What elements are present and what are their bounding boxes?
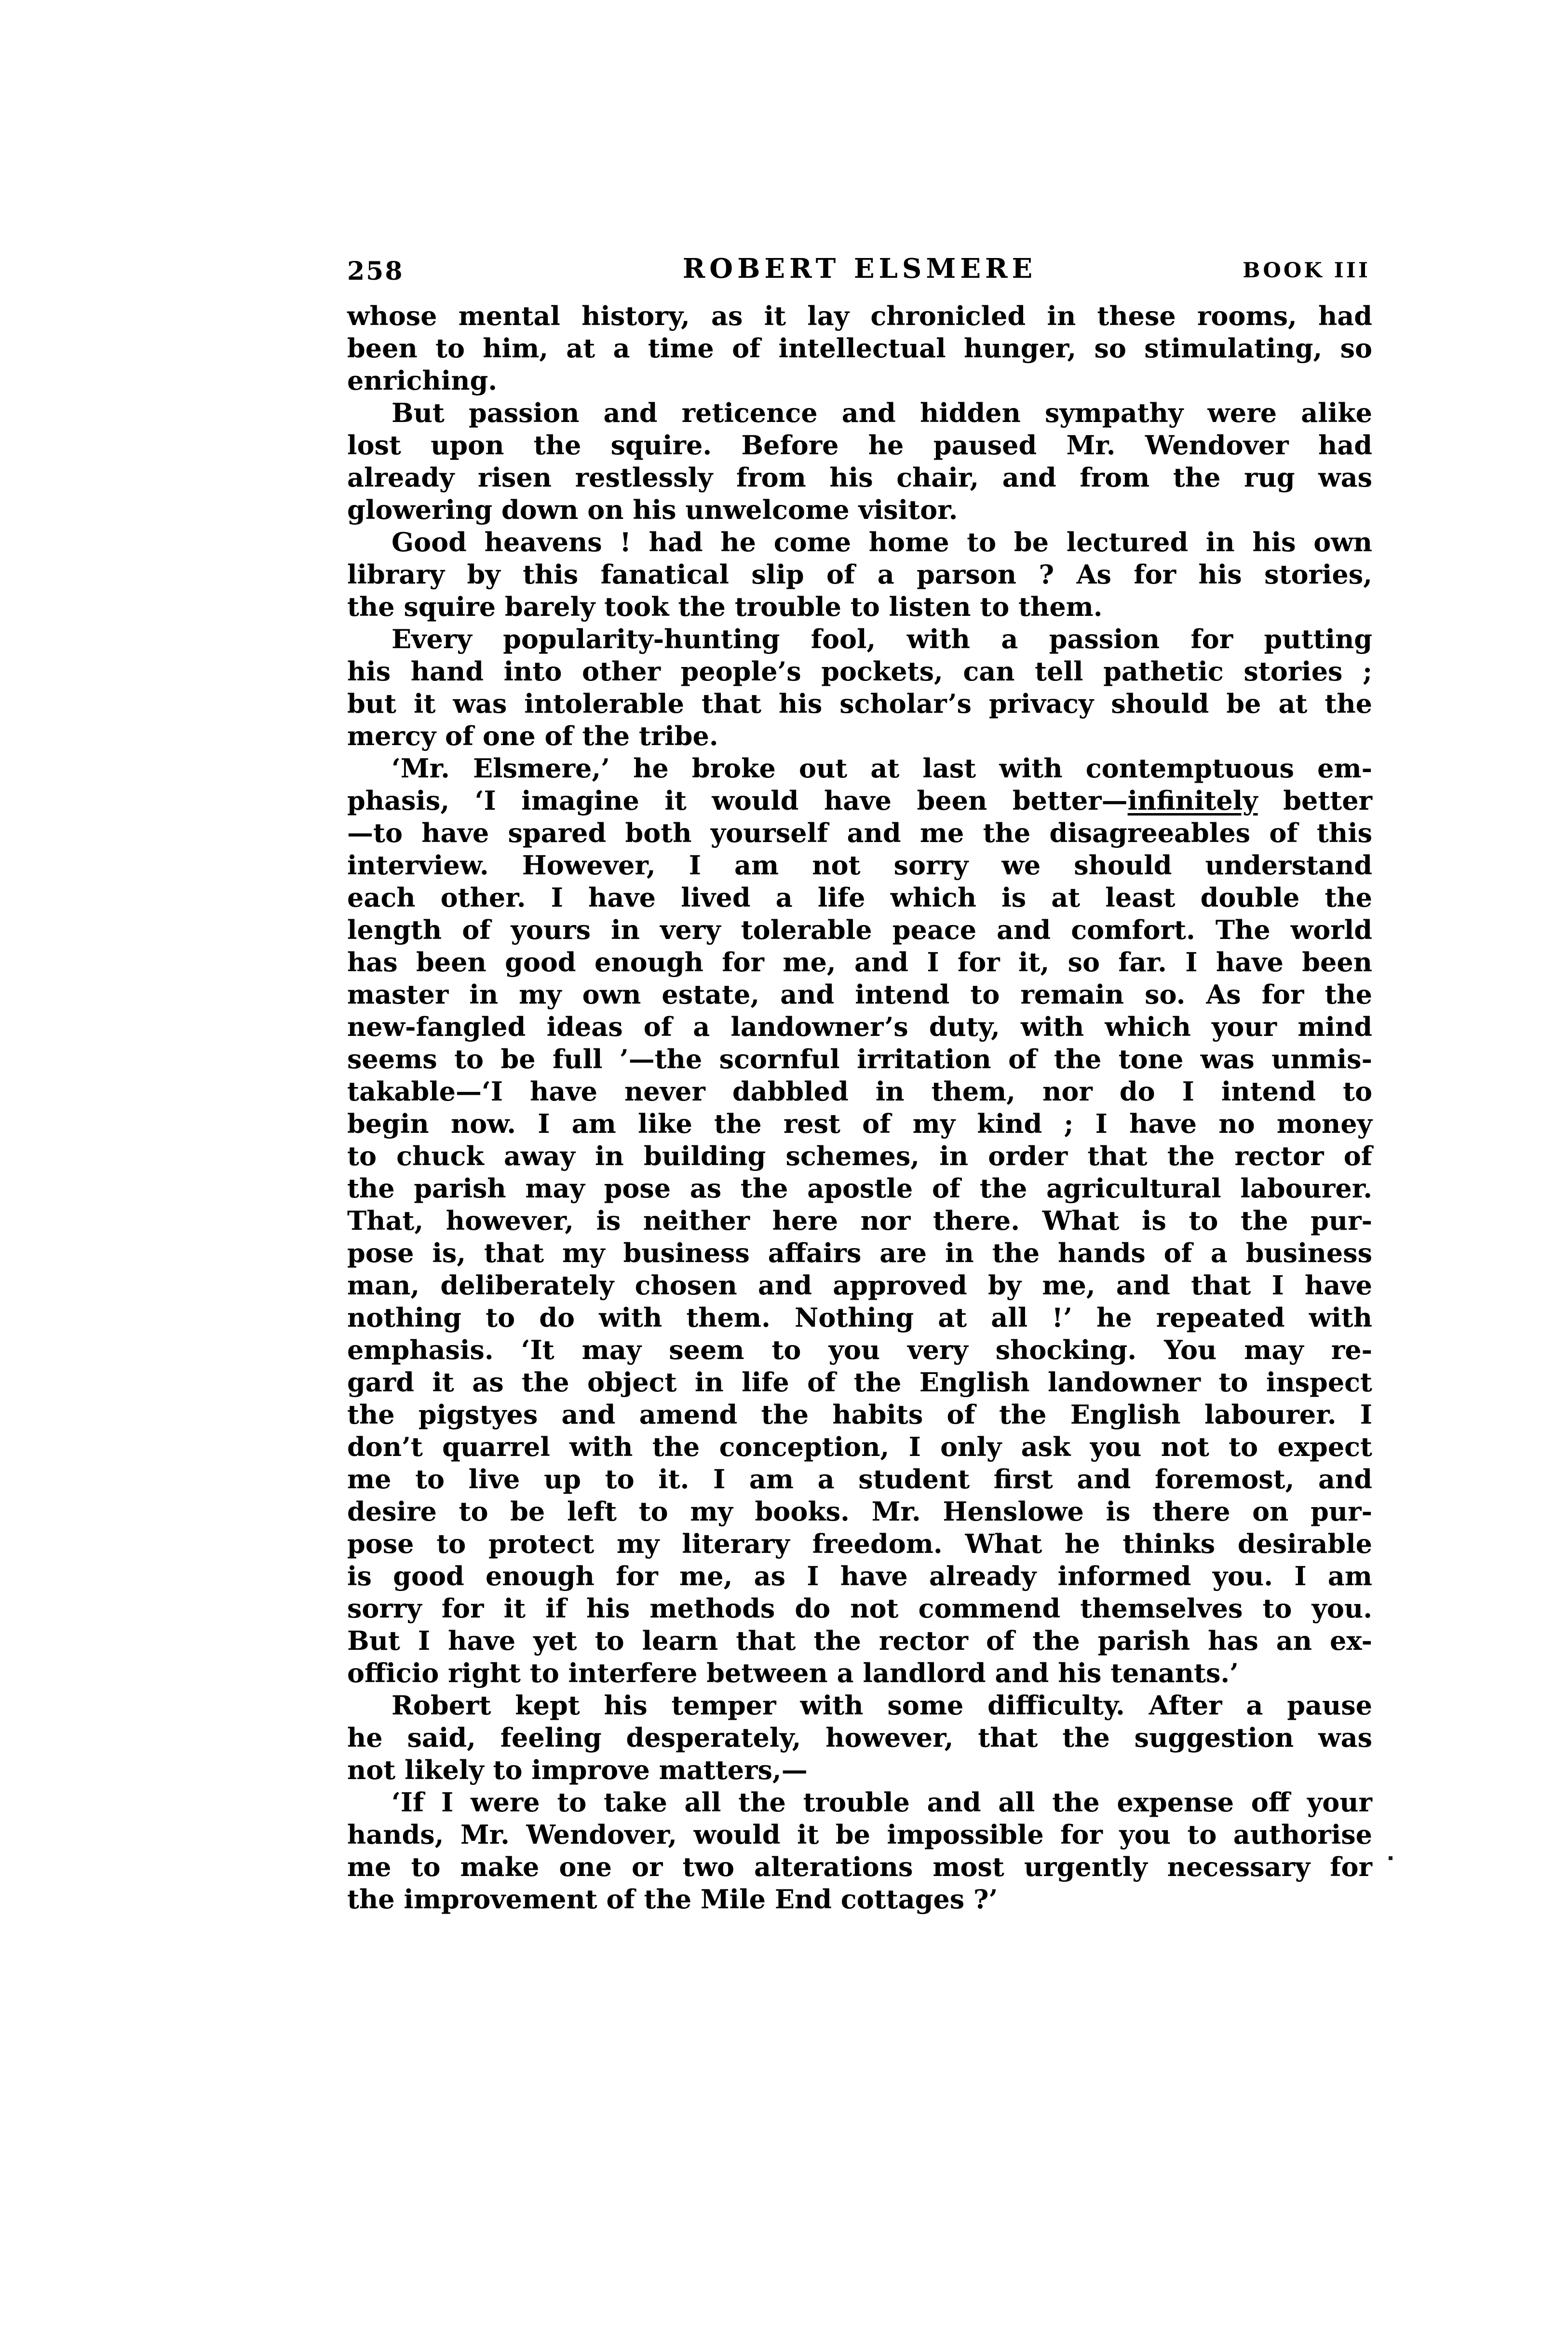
text-line: but it was intolerable that his scholar’s privacy should be at the — [347, 688, 1372, 719]
text-line: Every popularity-hunting fool, with a passion for putting — [392, 624, 1372, 654]
text-line: the improvement of the Mile End cottages ?’ — [347, 1884, 998, 1915]
text-line: hands, Mr. Wendover, would it be impossible for you to authorise — [347, 1819, 1372, 1850]
text-line: emphasis. ‘It may seem to you very shocking. You may re- — [347, 1334, 1372, 1365]
book-section-label: BOOK III — [1243, 258, 1370, 283]
text-line: me to make one or two alterations most urgently necessary for — [347, 1851, 1372, 1882]
text-line: me to live up to it. I am a student first and foremost, and — [347, 1464, 1372, 1495]
text-line: to chuck away in building schemes, in order that the rector of — [347, 1141, 1372, 1171]
paragraph — [347, 1689, 1372, 1786]
text-line: But I have yet to learn that the rector of the parish has an ex- — [347, 1625, 1372, 1656]
text-line: mercy of one of the tribe. — [347, 721, 718, 751]
text-line: whose mental history, as it lay chronicled in these rooms, had — [347, 300, 1372, 331]
ink-speck — [1389, 1856, 1392, 1860]
text-line: But passion and reticence and hidden sympathy were alike — [392, 397, 1372, 428]
text-line: his hand into other people’s pockets, can tell pathetic stories ; — [347, 656, 1372, 687]
text-line: begin now. I am like the rest of my kind ; I have no money — [347, 1108, 1372, 1139]
text-line: phasis, ‘I imagine it would have been better—infinitely better — [347, 785, 1373, 816]
text-line: That, however, is neither here nor there. What is to the pur- — [347, 1205, 1372, 1236]
paragraph — [347, 623, 1372, 752]
text-line: has been good enough for me, and I for it, so far. I have been — [347, 947, 1372, 978]
text-line: not likely to improve matters,— — [347, 1754, 808, 1785]
paragraph — [347, 300, 1372, 397]
text-line: glowering down on his unwelcome visitor. — [347, 494, 958, 525]
text-line: he said, feeling desperately, however, that the suggestion was — [347, 1722, 1372, 1753]
page-text-block — [347, 300, 1372, 1916]
paragraph — [347, 397, 1372, 526]
text-line: Good heavens ! had he come home to be lectured in his own — [392, 527, 1372, 557]
text-line: enriching. — [347, 365, 498, 396]
paragraph — [347, 526, 1372, 623]
page-number: 258 — [347, 257, 404, 286]
text-line: Robert kept his temper with some difficulty. After a pause — [392, 1690, 1372, 1721]
running-head — [347, 253, 1372, 287]
text-line: sorry for it if his methods do not commend themselves to you. — [347, 1593, 1372, 1624]
text-line: lost upon the squire. Before he paused Mr. Wendover had — [347, 430, 1372, 461]
text-line: been to him, at a time of intellectual hunger, so stimulating, so — [347, 333, 1372, 364]
text-line: interview. However, I am not sorry we should understand — [347, 850, 1372, 881]
text-line: nothing to do with them. Nothing at all !’ he repeated with — [347, 1302, 1372, 1333]
text-line: the squire barely took the trouble to listen to them. — [347, 591, 1103, 622]
text-line: new-fangled ideas of a landowner’s duty, with which your mind — [347, 1011, 1372, 1042]
text-line: each other. I have lived a life which is at least double the — [347, 882, 1372, 913]
text-line: gard it as the object in life of the English landowner to inspect — [347, 1367, 1372, 1398]
paragraph — [347, 752, 1372, 1689]
text-line: is good enough for me, as I have already informed you. I am — [347, 1561, 1372, 1591]
text-line: ‘Mr. Elsmere,’ he broke out at last with contemptuous em- — [392, 753, 1372, 784]
text-line: takable—‘I have never dabbled in them, nor do I intend to — [347, 1076, 1372, 1107]
text-line: seems to be full ’—the scornful irritation of the tone was unmis- — [347, 1044, 1372, 1074]
text-line: desire to be left to my books. Mr. Henslowe is there on pur- — [347, 1496, 1372, 1527]
paragraph — [347, 1786, 1372, 1916]
text-line: already risen restlessly from his chair, and from the rug was — [347, 462, 1372, 493]
text-line: length of yours in very tolerable peace and comfort. The world — [347, 914, 1372, 945]
text-line: pose is, that my business affairs are in the hands of a business — [347, 1237, 1372, 1268]
text-line: pose to protect my literary freedom. What he thinks desirable — [347, 1528, 1372, 1559]
text-line: —to have spared both yourself and me the disagreeables of this — [347, 817, 1372, 848]
text-line: officio right to interfere between a landlord and his tenants.’ — [347, 1658, 1239, 1688]
text-line: don’t quarrel with the conception, I only ask you not to expect — [347, 1431, 1372, 1462]
text-line: the pigstyes and amend the habits of the English labourer. I — [347, 1399, 1372, 1430]
text-line: the parish may pose as the apostle of the agricultural labourer. — [347, 1173, 1372, 1204]
text-line: library by this fanatical slip of a parson ? As for his stories, — [347, 559, 1372, 590]
text-line: master in my own estate, and intend to remain so. As for the — [347, 979, 1372, 1010]
running-title: ROBERT ELSMERE — [682, 253, 1037, 285]
text-line: man, deliberately chosen and approved by me, and that I have — [347, 1270, 1372, 1301]
text-line: ‘If I were to take all the trouble and all the expense off your — [392, 1787, 1372, 1818]
